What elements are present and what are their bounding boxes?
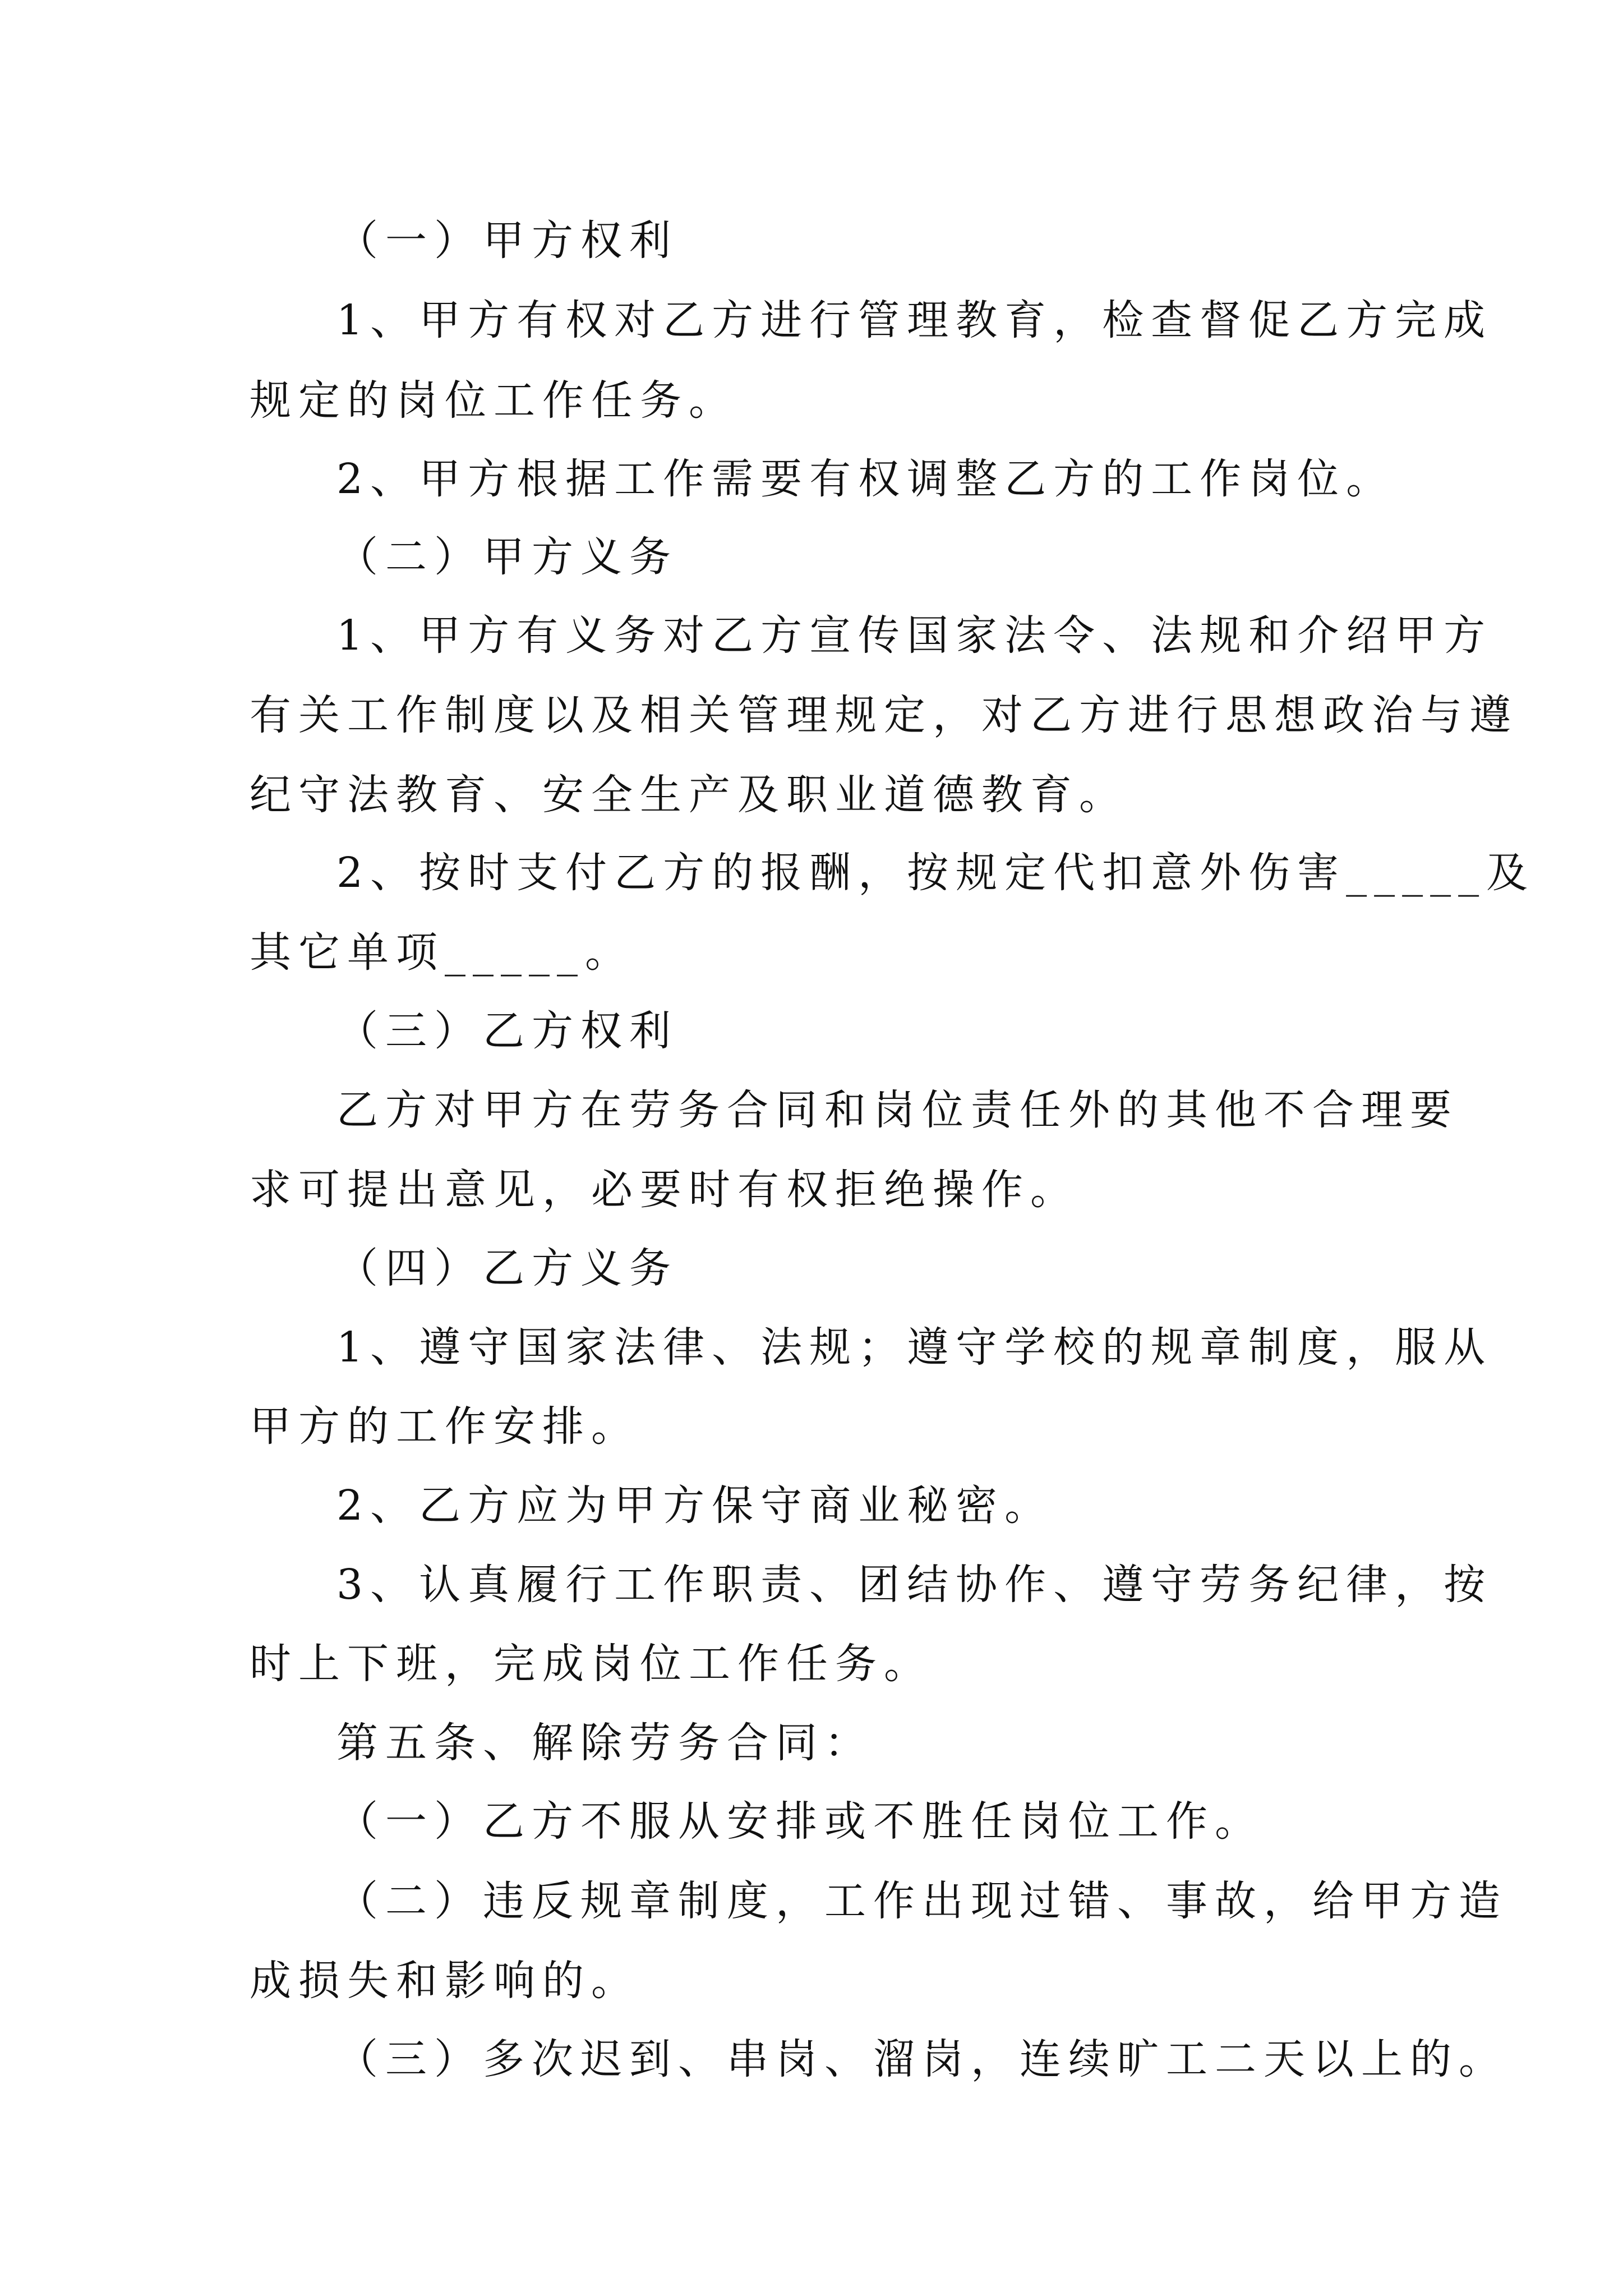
- paragraph-line: 时上下班，完成岗位工作任务。: [250, 1640, 933, 1688]
- paragraph-line: 乙方对甲方在劳务合同和岗位责任外的其他不合理要: [336, 1086, 1459, 1134]
- paragraph-line: 1、遵守国家法律、法规；遵守学校的规章制度，服从: [336, 1323, 1493, 1372]
- section-heading-party-a-rights: （一）甲方权利: [336, 217, 678, 265]
- paragraph-line: 求可提出意见，必要时有权拒绝操作。: [250, 1166, 1079, 1214]
- paragraph-line: 有关工作制度以及相关管理规定，对乙方进行思想政治与遵: [250, 691, 1518, 739]
- paragraph-line: （一）乙方不服从安排或不胜任岗位工作。: [336, 1797, 1264, 1846]
- paragraph-line: 成损失和影响的。: [250, 1957, 640, 2005]
- paragraph-line: （二）违反规章制度，工作出现过错、事故，给甲方造: [336, 1877, 1507, 1925]
- section-heading-party-b-obligations: （四）乙方义务: [336, 1244, 678, 1292]
- paragraph-line: 1、甲方有义务对乙方宣传国家法令、法规和介绍甲方: [336, 611, 1493, 660]
- paragraph-line: 2、乙方应为甲方保守商业秘密。: [336, 1481, 1054, 1530]
- paragraph-line: 2、甲方根据工作需要有权调整乙方的工作岗位。: [336, 455, 1395, 503]
- paragraph-line: （三）多次迟到、串岗、溜岗，连续旷工二天以上的。: [336, 2035, 1507, 2083]
- section-heading-party-a-obligations: （二）甲方义务: [336, 533, 678, 581]
- paragraph-line: 3、认真履行工作职责、团结协作、遵守劳务纪律，按: [336, 1561, 1493, 1609]
- paragraph-line: 其它单项_____。: [250, 928, 634, 977]
- paragraph-line: 纪守法教育、安全生产及职业道德教育。: [250, 771, 1128, 819]
- paragraph-line: 规定的岗位工作任务。: [250, 376, 737, 425]
- paragraph-line: 甲方的工作安排。: [250, 1402, 640, 1451]
- article-heading-termination: 第五条、解除劳务合同：: [336, 1719, 873, 1767]
- paragraph-line: 2、按时支付乙方的报酬，按规定代扣意外伤害_____及: [336, 849, 1536, 897]
- paragraph-line: 1、甲方有权对乙方进行管理教育，检查督促乙方完成: [336, 296, 1493, 344]
- section-heading-party-b-rights: （三）乙方权利: [336, 1007, 678, 1055]
